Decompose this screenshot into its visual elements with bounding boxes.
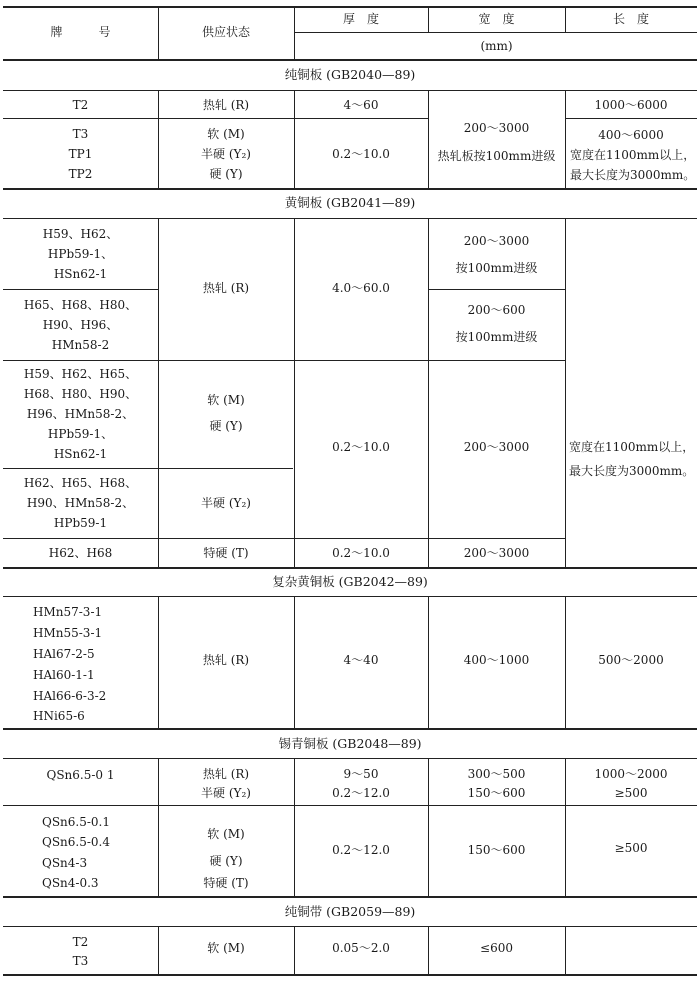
grade-cell: HNi65-6 bbox=[33, 709, 85, 723]
rule-s1-title bbox=[3, 90, 697, 91]
width-cell: 150～600 bbox=[467, 786, 526, 800]
length-cell: 宽度在1100mm以上， bbox=[569, 440, 695, 454]
width-cell: 200～3000 bbox=[463, 234, 530, 248]
grade-cell: H96、HMn58-2、 bbox=[26, 407, 135, 421]
grade-cell: HSn62-1 bbox=[53, 447, 108, 461]
header-thickness: 厚 度 bbox=[342, 12, 379, 26]
thickness-cell: 0.2～10.0 bbox=[332, 440, 390, 454]
thickness-cell: 4.0～60.0 bbox=[332, 281, 390, 295]
rule-s2-r1 bbox=[3, 289, 158, 290]
header-unit: (mm) bbox=[480, 39, 513, 53]
grade-cell: HPb59-1、 bbox=[47, 427, 114, 441]
header-width: 宽 度 bbox=[478, 12, 515, 26]
grade-cell: QSn6.5-0.1 bbox=[42, 815, 111, 829]
supply-cell: 热轧 (R) bbox=[202, 281, 250, 295]
rule-s1-r1-len bbox=[565, 118, 697, 119]
section-title: 纯铜带 (GB2059—89) bbox=[284, 904, 416, 919]
grade-cell: H62、H65、H68、 bbox=[23, 476, 138, 490]
rule-s5-title bbox=[3, 926, 697, 927]
rule-s2-end bbox=[3, 567, 697, 569]
section-title: 黄铜板 (GB2041—89) bbox=[284, 195, 416, 210]
thickness-cell: 0.2～12.0 bbox=[332, 843, 390, 857]
section-title: 复杂黄铜板 (GB2042—89) bbox=[272, 574, 428, 589]
width-cell: 200～3000 bbox=[463, 121, 530, 135]
supply-cell: 软 (M) bbox=[207, 393, 245, 407]
width-cell: 热轧板按100mm进级 bbox=[437, 149, 556, 163]
width-cell: 200～3000 bbox=[463, 546, 530, 560]
thickness-cell: 4～60 bbox=[343, 98, 379, 112]
supply-cell: 软 (M) bbox=[207, 127, 245, 141]
supply-cell: 特硬 (T) bbox=[203, 546, 249, 560]
rule-s2-r4 bbox=[3, 538, 565, 539]
thickness-cell: 0.2～10.0 bbox=[332, 147, 390, 161]
grade-cell: T3 bbox=[72, 954, 89, 968]
length-cell: 1000～2000 bbox=[594, 767, 668, 781]
grade-cell: T2 bbox=[72, 98, 89, 112]
supply-cell: 半硬 (Y₂) bbox=[201, 496, 251, 510]
grade-cell: H59、H62、 bbox=[42, 227, 119, 241]
section-title: 纯铜板 (GB2040—89) bbox=[284, 67, 416, 82]
length-cell: 400～6000 bbox=[598, 128, 664, 142]
header-grade: 牌 号 bbox=[50, 25, 111, 39]
grade-cell: T2 bbox=[72, 935, 89, 949]
width-cell: 150～600 bbox=[467, 843, 526, 857]
length-cell: 最大长度为3000mm。 bbox=[570, 168, 696, 182]
supply-cell: 特硬 (T) bbox=[203, 876, 249, 890]
grade-cell: TP1 bbox=[68, 147, 93, 161]
rule-top bbox=[3, 6, 697, 8]
rule-unit bbox=[294, 32, 697, 33]
rule-s2-r3 bbox=[3, 468, 293, 469]
grade-cell: QSn4-0.3 bbox=[42, 876, 99, 890]
grade-cell: HAl67-2-5 bbox=[33, 647, 95, 661]
supply-cell: 硬 (Y) bbox=[209, 419, 243, 433]
grade-cell: T3 bbox=[72, 127, 89, 141]
col-rule bbox=[565, 218, 566, 567]
width-cell: 400～1000 bbox=[463, 653, 530, 667]
rule-s3-title bbox=[3, 596, 697, 597]
width-cell: ≤600 bbox=[480, 941, 513, 955]
grade-cell: H68、H80、H90、 bbox=[23, 387, 138, 401]
rule-header-bottom bbox=[3, 59, 697, 61]
supply-cell: 热轧 (R) bbox=[202, 767, 250, 781]
rule-s2-title bbox=[3, 218, 697, 219]
length-cell: 宽度在1100mm以上， bbox=[570, 148, 696, 162]
rule-s4-end bbox=[3, 896, 697, 898]
grade-cell: H65、H68、H80、 bbox=[23, 298, 138, 312]
grade-cell: TP2 bbox=[68, 167, 93, 181]
length-cell: ≥500 bbox=[614, 786, 648, 800]
col-rule bbox=[428, 90, 429, 188]
grade-cell: H90、HMn58-2、 bbox=[26, 496, 135, 510]
width-cell: 200～3000 bbox=[463, 440, 530, 454]
supply-cell: 硬 (Y) bbox=[209, 854, 243, 868]
grade-cell: HPb59-1、 bbox=[47, 247, 114, 261]
rule-s2-r1-w bbox=[428, 289, 565, 290]
supply-cell: 半硬 (Y₂) bbox=[201, 147, 251, 161]
thickness-cell: 4～40 bbox=[343, 653, 379, 667]
width-cell: 按100mm进级 bbox=[455, 330, 538, 344]
supply-cell: 热轧 (R) bbox=[202, 98, 250, 112]
grade-cell: QSn6.5-0 1 bbox=[46, 768, 115, 782]
length-cell: 1000～6000 bbox=[594, 98, 668, 112]
thickness-cell: 0.2～10.0 bbox=[332, 546, 390, 560]
rule-s1-r1 bbox=[3, 118, 428, 119]
supply-cell: 热轧 (R) bbox=[202, 653, 250, 667]
thickness-cell: 9～50 bbox=[343, 767, 379, 781]
grade-cell: HAl66-6-3-2 bbox=[33, 689, 107, 703]
thickness-cell: 0.2～12.0 bbox=[332, 786, 390, 800]
rule-s3-end bbox=[3, 728, 697, 730]
rule-s4-title bbox=[3, 758, 697, 759]
grade-cell: H59、H62、H65、 bbox=[23, 367, 138, 381]
header-length: 长 度 bbox=[612, 12, 649, 26]
width-cell: 按100mm进级 bbox=[455, 261, 538, 275]
grade-cell: HMn58-2 bbox=[51, 338, 110, 352]
rule-s2-r2 bbox=[3, 360, 565, 361]
grade-cell: H62、H68 bbox=[48, 546, 113, 560]
length-cell: 最大长度为3000mm。 bbox=[569, 464, 695, 478]
width-cell: 300～500 bbox=[467, 767, 526, 781]
length-cell: ≥500 bbox=[614, 841, 648, 855]
grade-cell: HMn57-3-1 bbox=[33, 605, 103, 619]
grade-cell: HMn55-3-1 bbox=[33, 626, 103, 640]
supply-cell: 硬 (Y) bbox=[209, 167, 243, 181]
supply-cell: 半硬 (Y₂) bbox=[201, 786, 251, 800]
header-supply: 供应状态 bbox=[201, 25, 250, 39]
section-title: 锡青铜板 (GB2048—89) bbox=[278, 736, 422, 751]
grade-cell: HAl60-1-1 bbox=[33, 668, 95, 682]
grade-cell: HSn62-1 bbox=[53, 267, 108, 281]
rule-s1-end bbox=[3, 188, 697, 190]
grade-cell: QSn4-3 bbox=[42, 856, 88, 870]
grade-cell: HPb59-1 bbox=[53, 516, 108, 530]
length-cell: 500～2000 bbox=[598, 653, 664, 667]
grade-cell: QSn6.5-0.4 bbox=[42, 835, 111, 849]
grade-cell: H90、H96、 bbox=[42, 318, 119, 332]
col-rule bbox=[294, 218, 295, 567]
width-cell: 200～600 bbox=[467, 303, 526, 317]
thickness-cell: 0.05～2.0 bbox=[332, 941, 390, 955]
supply-cell: 软 (M) bbox=[207, 941, 245, 955]
rule-s4-r1 bbox=[3, 805, 697, 806]
col-rule bbox=[565, 926, 566, 974]
rule-bottom bbox=[3, 974, 697, 976]
supply-cell: 软 (M) bbox=[207, 827, 245, 841]
